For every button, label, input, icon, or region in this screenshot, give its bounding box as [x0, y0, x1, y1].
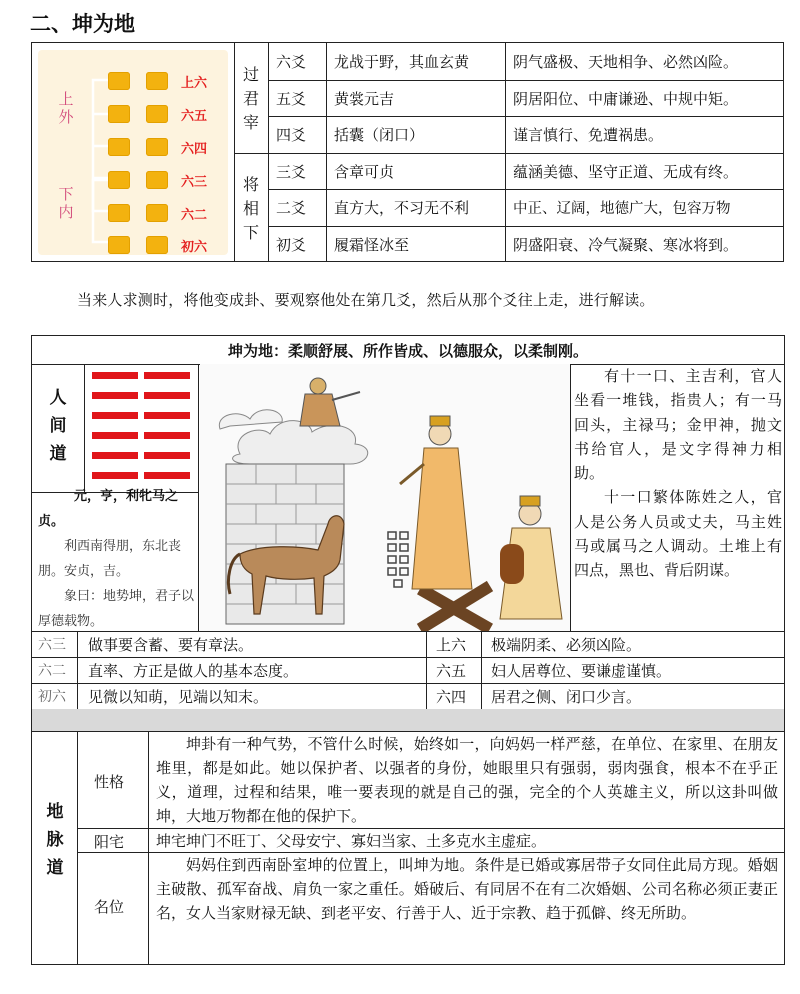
- line-label: 六三: [181, 175, 208, 190]
- line-label-left: 六二: [38, 663, 66, 679]
- yao-block: [146, 236, 168, 254]
- yao-text: 直方大，不习无不利: [334, 199, 470, 217]
- grey-divider: [32, 709, 784, 731]
- line-text-left: 见微以知萌，见端以知末。: [88, 688, 269, 706]
- yao-name: 四爻: [276, 126, 307, 144]
- line-label: 六五: [181, 109, 208, 124]
- yao-meaning: 阴盛阳衰、冷气凝聚、寒冰将到。: [513, 235, 739, 254]
- yao-name: 初爻: [276, 235, 307, 254]
- row-label: 名位: [94, 898, 125, 916]
- yao-meaning: 谨言慎行、免遭祸患。: [513, 126, 664, 144]
- yao-block: [146, 138, 168, 156]
- yao-text: 黄裳元吉: [334, 89, 395, 108]
- hexagram-diagram: [38, 50, 228, 255]
- yao-block: [146, 72, 168, 90]
- yao-meaning: 中正、辽阔，地德广大，包容万物: [513, 201, 731, 217]
- yao-text: 括囊（闭口）: [334, 126, 425, 144]
- line-label-left: 六三: [38, 637, 66, 653]
- yao-block: [108, 204, 130, 222]
- line-text-left: 做事要含蓄、要有章法。: [88, 636, 254, 654]
- row-label: 阳宅: [94, 833, 125, 851]
- yao-block: [146, 204, 168, 222]
- guaci-line: 象曰：地势坤，君子以厚德载物。: [38, 589, 195, 629]
- line-text-right: 极端阴柔、必须凶险。: [491, 636, 642, 654]
- line-text-right: 妇人居尊位、要谦虚谨慎。: [491, 662, 672, 680]
- story-paragraph: 十一口繁体陈姓之人，官人是公务人员或丈夫，马主姓马或属马之人调动。土堆上有四点，黑也、背后阴谋。: [574, 488, 782, 580]
- page-title: 二、坤为地: [30, 12, 135, 36]
- row-text: 妈妈住到西南卧室坤的位置上，叫坤为地。条件是已婚或寡居带子女同住此局方现。婚姻主破散、孤军奋战、肩负一家之重任。婚破后、有同居不在有二次婚姻、公司名称必须正妻正名，女人当家财禄无缺、到老平安、行善于人、近于宗教、趋于孤僻、终无所助。: [156, 856, 778, 922]
- row-label: 性格: [94, 773, 125, 791]
- line-label-right: 六五: [436, 662, 467, 680]
- row-text: 坤卦有一种气势，不管什么时候，始终如一，向妈妈一样严慈，在单位、在家里、在朋友堆里，都是如此。她以保护者、以强者的身份，她眼里只有强弱，弱肉强食，根本不在乎正义，道理，过程和结果，唯一要表现的就是自己的强，完全的个人英雄主义，所以这卦叫做坤，大地万物都在他的保护下。: [156, 735, 778, 825]
- yao-text: 含章可贞: [334, 162, 395, 181]
- guaci-bold: 元，亨，利牝马之贞。: [38, 489, 179, 529]
- yao-block: [146, 171, 168, 189]
- yao-table: [31, 42, 784, 262]
- yao-text: 履霜怪冰至: [334, 235, 410, 254]
- illustration: [200, 364, 570, 631]
- yao-meaning: 蕴涵美德、坚守正道、无成有终。: [513, 162, 739, 181]
- kun-panel: [31, 335, 785, 965]
- story-text: [574, 364, 782, 583]
- line-label: 上六: [181, 76, 208, 91]
- yao-name: 三爻: [276, 162, 307, 181]
- story-paragraph: 有十一口、主吉利，官人坐看一堆钱，指贵人；有一马回头，主禄马；金甲神，抛文书给官人，是文字得神力相助。: [574, 367, 782, 483]
- yao-meaning: 阴居阳位、中庸谦逊、中规中矩。: [513, 89, 739, 108]
- group-bottom-label: 将相下: [242, 175, 259, 242]
- yao-block: [108, 171, 130, 189]
- story-illustration: [200, 364, 570, 631]
- upper-group-label: 上外: [58, 90, 74, 126]
- line-label: 六四: [181, 142, 208, 157]
- yao-name: 五爻: [276, 89, 307, 108]
- guaci-line: 利西南得朋，东北丧朋。安贞，吉。: [38, 539, 182, 579]
- intro-paragraph: 当来人求测时，将他变成卦、要观察他处在第几爻，然后从那个爻往上走，进行解读。: [77, 291, 655, 309]
- yao-block: [108, 72, 130, 90]
- lower-group-label: 下内: [58, 185, 74, 221]
- renjian-label: 人间道: [49, 388, 67, 464]
- yao-text: 龙战于野，其血玄黄: [334, 53, 470, 71]
- row-text: 坤宅坤门不旺丁、父母安宁、寡妇当家、土多克水主虚症。: [156, 832, 547, 850]
- line-label-left: 初六: [38, 689, 66, 705]
- line-text-left: 直率、方正是做人的基本态度。: [88, 662, 299, 680]
- yao-block: [108, 138, 130, 156]
- line-label-right: 上六: [436, 636, 467, 654]
- yao-block: [146, 105, 168, 123]
- yao-block: [108, 105, 130, 123]
- dimai-label: 地脉道: [46, 802, 64, 878]
- line-text-right: 居君之侧、闭口少言。: [491, 688, 642, 706]
- group-top-label: 过君宰: [242, 65, 259, 132]
- line-label: 初六: [181, 240, 208, 255]
- panel-heading: 坤为地：柔顺舒展、所作皆成、以德服众，以柔制刚。: [227, 341, 588, 360]
- yao-name: 六爻: [276, 53, 307, 71]
- line-label: 六二: [181, 208, 208, 223]
- guaci-text: [38, 484, 198, 634]
- line-label-right: 六四: [436, 688, 467, 706]
- yao-block: [108, 236, 130, 254]
- yao-name: 二爻: [276, 199, 307, 217]
- yao-meaning: 阴气盛极、天地相争、必然凶险。: [513, 53, 739, 71]
